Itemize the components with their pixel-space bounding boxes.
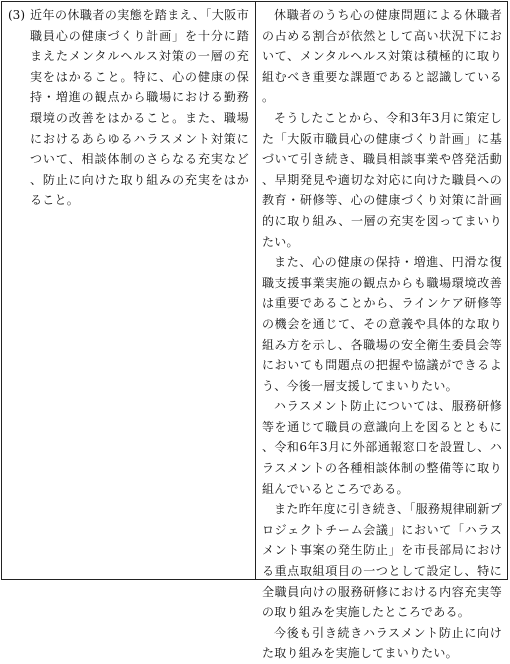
response-paragraph: また昨年度に引き続き、「服務規律刷新プロジェクトチーム会議」において「ハラスメント事案の発生防止」を市長部局における重点取組項目の一つとして設定し、特に全職員向けの服務研修における内容充実等の取り組みを実施したところである。 — [262, 502, 502, 620]
response-paragraph: 休職者のうち心の健康問題による休職者の占める割合が依然として高い状況下において、メンタルヘルス対策は積極的に取り組むべき重要な課題であると認識している。 — [262, 8, 502, 105]
response-paragraph: 今後も引き続きハラスメント防止に向けた取り組みを実施してまいりたい。 — [262, 625, 502, 661]
response-paragraph: また、心の健康の保持・増進、円滑な復職支援事業実施の観点からも職場環境改善は重要であることから、ラインケア研修等の機会を通じて、その意義や具体的な取り組み方を示し、各職場の安全衛生委員会等においても問題点の把握や協議ができるよう、今後一層支援してまいりたい。 — [262, 255, 502, 393]
response-paragraph: ハラスメント防止については、服務研修等を通じて職員の意識向上を図るとともに、令和6年3月に外部通報窓口を設置し、ハラスメントの各種相談体制の整備等に取り組んでいるところである。 — [262, 399, 502, 496]
response-cell — [256, 2, 507, 661]
request-response-table — [1, 1, 508, 661]
item-number: (3) — [8, 8, 25, 22]
request-cell — [2, 2, 256, 579]
request-text: 近年の休職者の実態を踏まえ、「大阪市職員心の健康づくり計画」を十分に踏まえたメンタルヘルス対策の一層の充実をはかること。特に、心の健康の保持・増進の観点から職場における勤務環境の改善をはかること。また、職場におけるあらゆるハラスメント対策について、相談体制のさらなる充実など、防止に向けた取り組みの充実をはかること。 — [30, 8, 249, 208]
response-paragraph: そうしたことから、令和3年3月に策定した「大阪市職員心の健康づくり計画」に基づいて引き続き、職員相談事業や啓発活動、早期発見や適切な対応に向けた職員への教育・研修等、心の健康づくり対策に計画的に取り組み、一層の充実を図ってまいりたい。 — [262, 110, 502, 249]
